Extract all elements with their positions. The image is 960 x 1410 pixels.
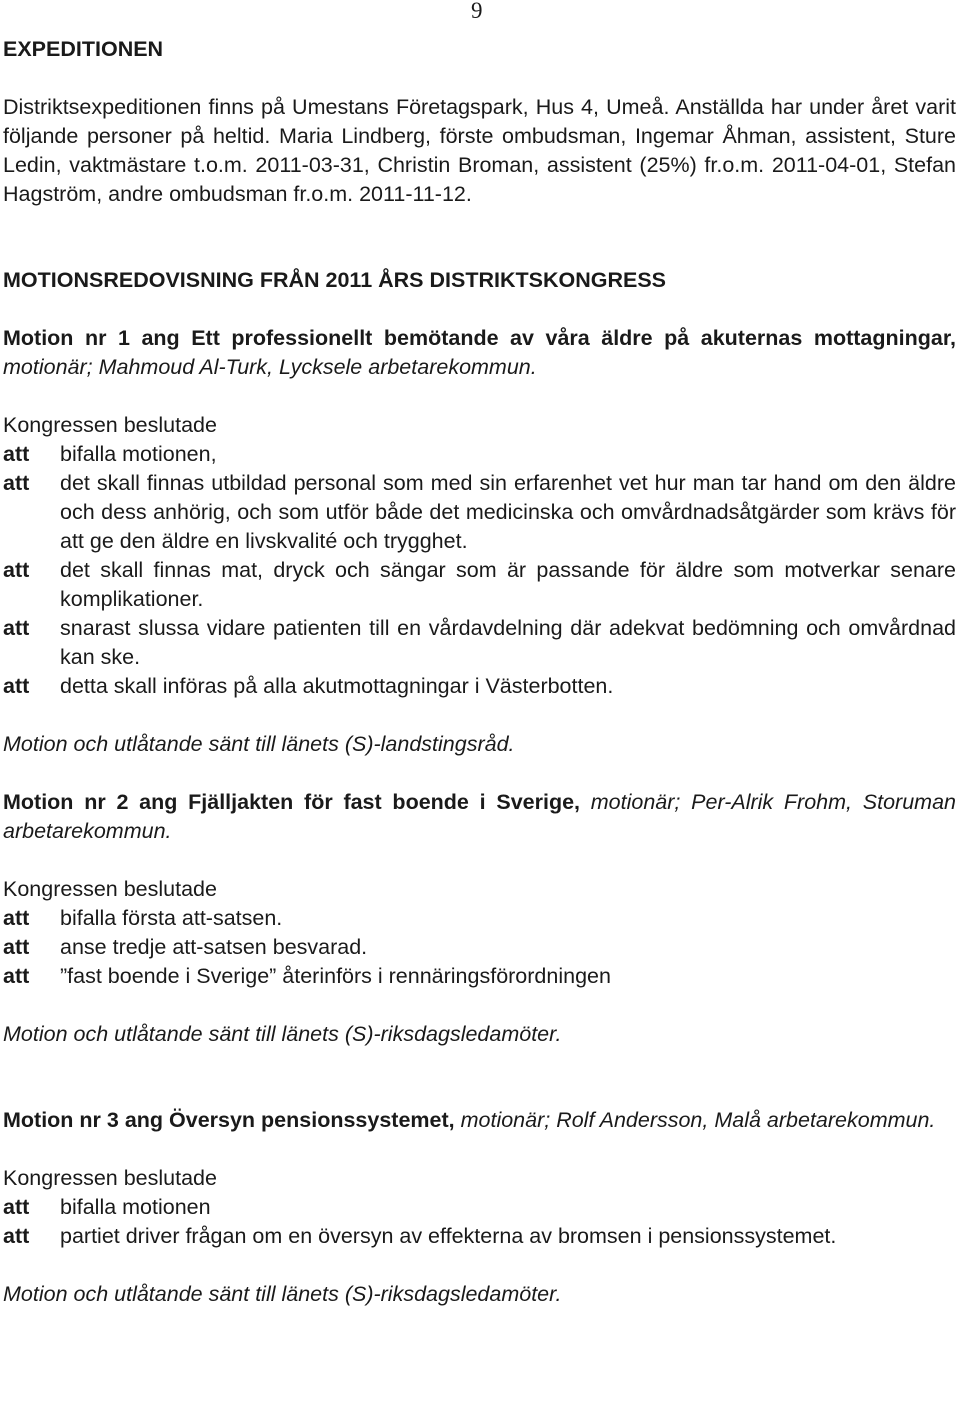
item-lead: att	[3, 558, 30, 582]
item-lead: att	[3, 935, 30, 959]
item-text: bifalla första att-satsen.	[60, 906, 283, 930]
item-lead: att	[3, 1224, 30, 1248]
motion-author: motionär; Mahmoud Al-Turk, Lycksele arbetarekommun.	[3, 355, 537, 379]
motion-2	[3, 788, 956, 1049]
motion-title-line	[3, 788, 956, 846]
item-text: bifalla motionen,	[60, 442, 217, 466]
item-text: partiet driver frågan om en översyn av effekterna av bromsen i pensionssystemet.	[60, 1224, 837, 1248]
document-body	[3, 35, 956, 1309]
resolution-item	[3, 904, 956, 933]
item-text: ”fast boende i Sverige” återinförs i rennäringsförordningen	[60, 964, 611, 988]
resolution-item	[3, 614, 956, 672]
item-lead: att	[3, 471, 30, 495]
item-text: snarast slussa vidare patienten till en vårdavdelning där adekvat bedömning och omvårdnad kan ske.	[60, 616, 956, 669]
motion-1	[3, 324, 956, 759]
item-lead: att	[3, 616, 30, 640]
forwarded-note: Motion och utlåtande sänt till länets (S)-riksdagsledamöter.	[3, 1282, 562, 1306]
decided-label: Kongressen beslutade	[3, 1166, 217, 1190]
motion-title-line	[3, 1106, 956, 1135]
resolution-item	[3, 440, 956, 469]
forwarded-note: Motion och utlåtande sänt till länets (S)-riksdagsledamöter.	[3, 1022, 562, 1046]
decided-label: Kongressen beslutade	[3, 877, 217, 901]
item-lead: att	[3, 964, 30, 988]
item-text: bifalla motionen	[60, 1195, 211, 1219]
resolution-item	[3, 1193, 956, 1222]
item-lead: att	[3, 442, 30, 466]
motion-title-line	[3, 324, 956, 382]
expedition-heading: EXPEDITIONEN	[3, 37, 164, 61]
item-text: det skall finnas mat, dryck och sängar som är passande för äldre som motverkar senare komplikationer.	[60, 558, 956, 611]
item-text: det skall finnas utbildad personal som med sin erfarenhet vet hur man tar hand om den äldre och dess anhörig, och som utför både det medicinska och omvårdnadsåtgärder som krävs för att ge den äldre en livskvalité och trygghet.	[60, 471, 956, 553]
motion-title: Motion nr 2 ang Fjälljakten för fast boende i Sverige,	[3, 790, 581, 814]
page-number: 9	[471, 0, 483, 23]
expedition-paragraph: Distriktsexpeditionen finns på Umestans Företagspark, Hus 4, Umeå. Anställda har under året varit följande personer på heltid. Maria Lindberg, förste ombudsman, Ingemar Åhman, assistent, Sture Ledin, vaktmästare t.o.m. 2011-03-31, Christin Broman, assistent (25%) fr.o.m. 2011-04-01, Stefan Hagström, andre ombudsman fr.o.m. 2011-11-12.	[3, 95, 956, 206]
resolution-item	[3, 672, 956, 701]
motion-author: motionär; Rolf Andersson, Malå arbetarekommun.	[454, 1108, 936, 1132]
motion-title: Motion nr 1 ang Ett professionellt bemötande av våra äldre på akuternas mottagningar,	[3, 326, 956, 350]
motion-3	[3, 1106, 956, 1309]
resolution-item	[3, 556, 956, 614]
forwarded-note: Motion och utlåtande sänt till länets (S)-landstingsråd.	[3, 732, 515, 756]
resolution-item	[3, 962, 956, 991]
resolution-item	[3, 933, 956, 962]
motion-title: Motion nr 3 ang Översyn pensionssystemet,	[3, 1108, 455, 1132]
resolution-item-wide	[3, 1222, 956, 1251]
item-lead: att	[3, 906, 30, 930]
motions-heading: MOTIONSREDOVISNING FRÅN 2011 ÅRS DISTRIKTSKONGRESS	[3, 268, 667, 292]
decided-label: Kongressen beslutade	[3, 413, 217, 437]
item-lead: att	[3, 674, 30, 698]
resolution-item	[3, 469, 956, 556]
item-lead: att	[3, 1195, 30, 1219]
motion-author: motionär; Per-Alrik Frohm, Storuman arbetarekommun.	[3, 790, 956, 843]
item-text: detta skall införas på alla akutmottagningar i Västerbotten.	[60, 674, 614, 698]
item-text: anse tredje att-satsen besvarad.	[60, 935, 368, 959]
